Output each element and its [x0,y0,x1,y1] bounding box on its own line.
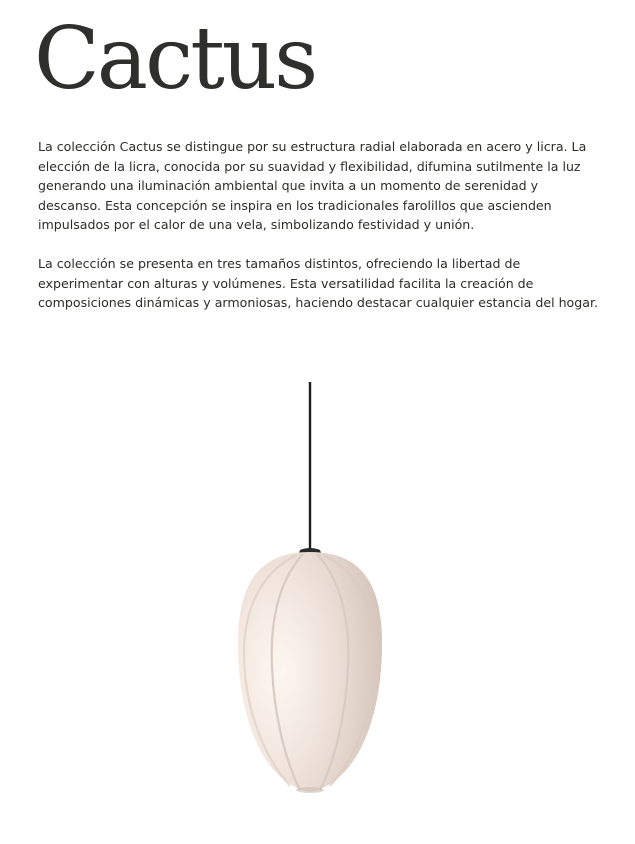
description-paragraph-2: La colección se presenta en tres tamaños distintos, ofreciendo la libertad de experimentar con alturas y volúmenes. Esta versatilidad facilita la creación de composiciones dinámicas y armoniosas, haciendo destacar cualquier estancia del hogar. [38,256,598,310]
pendant-lamp-image [200,382,420,802]
description-text [38,137,598,332]
description-paragraph-1: La colección Cactus se distingue por su estructura radial elaborada en acero y licra. La elección de la licra, conocida por su suavidad y flexibilidad, difumina sutilmente la luz generando una iluminación ambiental que invita a un momento de serenidad y descanso. Esta concepción se inspira en los tradicionales farolillos que ascienden impulsados por el calor de una vela, simbolizando festividad y unión. [38,139,587,232]
page-title: Cactus [34,9,316,109]
